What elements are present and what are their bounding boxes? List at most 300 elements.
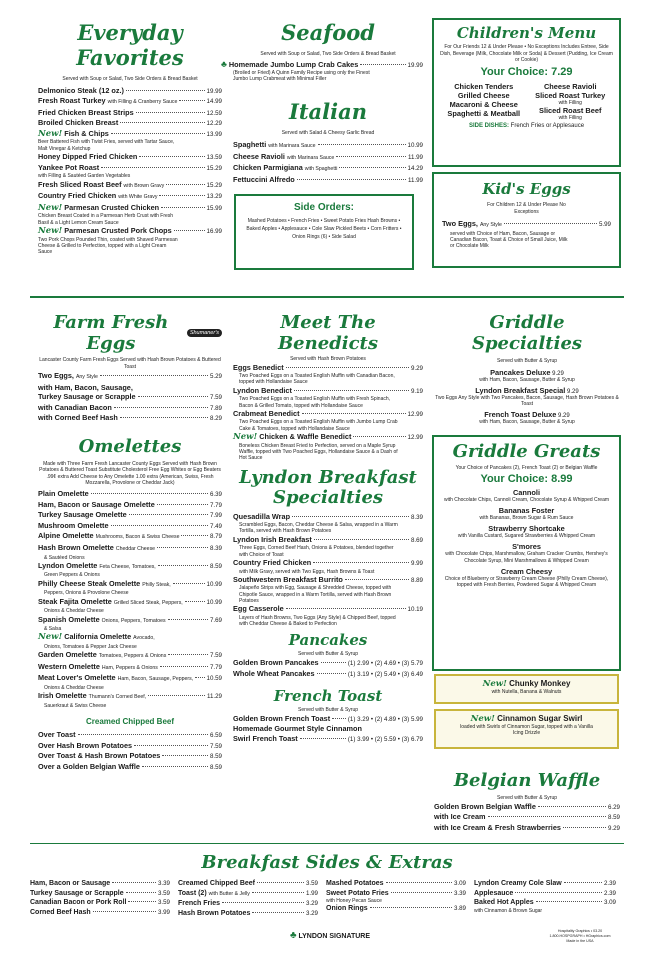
menu-item-row [38, 96, 222, 108]
belgian-title: Belgian Waffle [453, 770, 601, 791]
menu-item-name: Spanish Omelette [38, 614, 100, 624]
menu-item-desc: Onions & Cheddar Cheese [44, 608, 104, 615]
menu-item-price: 8.79 [209, 533, 222, 541]
menu-item-row [38, 751, 222, 762]
chunky-desc: with Nutella, Banana & Walnuts [491, 689, 562, 695]
menu-item-row [233, 409, 423, 420]
griddle-item-price: 9.29 [556, 413, 570, 420]
menu-item-price: 3.39 [453, 889, 466, 897]
menu-item-price: 16.99 [206, 227, 222, 235]
menu-item-price: 10.99 [206, 580, 222, 588]
menu-item [233, 363, 423, 386]
lyndon-title-2: Specialties [272, 486, 384, 508]
leader-dots [313, 562, 409, 563]
side-dishes-text: French Fries or Applesauce [510, 123, 585, 130]
menu-item-name: Chicken & Waffle Benedict [259, 432, 352, 442]
menu-item-row [233, 175, 423, 186]
leader-dots [162, 755, 208, 756]
menu-item [38, 632, 222, 650]
griddle-item-name: Lyndon Breakfast Special [475, 385, 566, 395]
menu-item-row [233, 432, 423, 443]
menu-item [38, 163, 222, 180]
leader-dots [321, 662, 346, 663]
menu-item [326, 879, 466, 889]
kids-eggs-title: Kid's Eggs [482, 180, 571, 198]
menu-item-name: Over a Golden Belgian Waffle [38, 762, 140, 772]
leader-dots [148, 695, 205, 696]
menu-item [38, 531, 222, 543]
greats-item [440, 524, 613, 539]
kids-menu-item: Cheese Ravioli [543, 81, 597, 91]
menu-item-name: Golden Brown Pancakes [233, 657, 319, 667]
menu-item-price: 3.39 [157, 880, 170, 887]
menu-item-inline-desc: Onions, Peppers, Tomatoes [101, 617, 166, 624]
menu-item [38, 615, 222, 633]
menu-item-name: Broiled Chicken Breast [38, 118, 119, 128]
menu-item-price: 7.59 [209, 742, 222, 750]
menu-item-name: Lyndon Creamy Cole Slaw [474, 880, 562, 887]
menu-item-price: 6.29 [607, 803, 620, 811]
menu-item-price: 12.59 [206, 109, 222, 117]
menu-item-row [38, 691, 222, 703]
menu-item-name: Alpine Omelette [38, 531, 94, 541]
menu-item [233, 432, 423, 461]
menu-item-inline-desc: Feta Cheese, Tomatoes, [99, 563, 156, 570]
sides-title: Breakfast Sides & Extras [201, 852, 453, 873]
menu-item [30, 908, 170, 918]
childrens-choice: Your Choice: 7.29 [480, 65, 573, 78]
menu-item-desc: Two Poached Eggs on a Toasted English Muffin with Canadian Bacon, topped with Hollandaise Sauce [239, 373, 395, 386]
griddle-item-title [434, 386, 620, 395]
crab-cakes-name: Homemade Jumbo Lump Crab Cakes [228, 59, 359, 69]
menu-item-row [233, 386, 423, 397]
menu-item [30, 879, 170, 889]
menu-item [38, 129, 222, 152]
shumaners-badge: Shumaner's [187, 329, 222, 337]
menu-item-row [30, 889, 170, 899]
menu-item-row [38, 561, 222, 573]
lyndon-list [233, 512, 423, 628]
menu-item-price: 3.59 [157, 899, 170, 907]
griddle-item-title [434, 410, 620, 419]
pancakes-note: Served with Butter & Syrup [297, 651, 359, 658]
menu-item-name: Delmonico Steak (12 oz.) [38, 85, 124, 95]
griddle-item-title [434, 368, 620, 377]
leader-dots [139, 156, 204, 157]
italian-title: Italian [289, 98, 367, 124]
menu-item-inline-desc: with Marinara Sauce [268, 143, 316, 150]
leader-dots [339, 167, 405, 168]
farm-eggs-title: Farm Fresh Eggs [53, 312, 169, 354]
menu-item-row [233, 669, 423, 680]
leader-dots [173, 583, 205, 584]
menu-item-name: Swirl French Toast [233, 733, 298, 743]
menu-item-row [38, 650, 222, 662]
menu-item-inline-desc: with Brown Gravy [123, 182, 165, 189]
menu-item-row [38, 413, 222, 424]
menu-item-price: 10.99 [206, 598, 222, 606]
menu-item [38, 383, 222, 393]
french-toast-list [233, 714, 423, 745]
chunky-name: Chunky Monkey [509, 679, 571, 688]
menu-item-name: Mashed Potatoes [326, 880, 384, 887]
griddle-greats-title: Griddle Greats [452, 441, 601, 462]
menu-item [38, 691, 222, 709]
menu-item-name: Ham, Bacon or Sausage [30, 880, 111, 887]
menu-item-name: Fresh Sliced Roast Beef [38, 179, 122, 189]
menu-item-desc: Peppers, Onions & Provolone Cheese [44, 590, 129, 597]
menu-item-price: 2.39 [603, 880, 616, 887]
greats-item-name: S'mores [512, 542, 541, 552]
seafood-section [221, 20, 423, 186]
menu-item-price: 7.89 [209, 404, 222, 412]
menu-item-price: 7.99 [209, 512, 222, 520]
menu-item-name: Golden Brown French Toast [233, 713, 331, 723]
menu-item [38, 579, 222, 597]
greats-item-desc: with Chocolate Chips, Marshmallow, Graham Cracker Crumbs, Hershey's Chocolate Syrup, Mini Marshmallows & Whipped Cream [445, 551, 608, 564]
side-dishes-label: SIDE DISHES: [468, 123, 509, 130]
menu-item-price: 9.29 [607, 824, 620, 832]
menu-item [434, 802, 620, 813]
menu-item-inline-desc: with Spaghetti [304, 166, 338, 173]
menu-item-price: 7.59 [209, 394, 222, 402]
menu-item [178, 899, 318, 909]
printer-line-2: 1.800.HOSPGRAPH • HGraphics.com [549, 934, 611, 938]
menu-item-name: Corned Beef Hash [30, 908, 91, 916]
two-eggs-style: Any Style [75, 374, 98, 380]
menu-item [434, 823, 620, 834]
menu-item-row [38, 762, 222, 773]
menu-item-row [38, 489, 222, 500]
cinnamon-name: Cinnamon Sugar Swirl [497, 714, 583, 723]
menu-item-name: Hash Brown Potatoes [178, 909, 251, 917]
leader-dots [138, 396, 208, 397]
griddle-item-desc: with Ham, Bacon, Sausage, Butter & Syrup [479, 376, 575, 383]
menu-item-row [38, 500, 222, 511]
leader-dots [564, 882, 602, 883]
menu-item-desc: Layers of Hash Browns, Two Eggs (Any Style) & Chipped Beef, topped with Cheddar Cheese & Baked to Perfection [239, 614, 396, 628]
cinnamon-swirl-box [434, 709, 619, 749]
menu-item-price: 8.59 [209, 562, 222, 570]
french-toast-note: Served with Butter & Syrup [297, 707, 359, 714]
griddle-greats-list [434, 488, 619, 589]
leader-dots [257, 882, 304, 883]
menu-item-price: 8.59 [607, 814, 620, 822]
menu-item [38, 597, 222, 615]
griddle-item-price: 9.29 [565, 388, 579, 395]
menu-item-inline-desc: with Marinara Sauce [286, 154, 335, 161]
leader-dots [93, 911, 156, 912]
griddle-title: Griddle Specialties [471, 312, 583, 354]
menu-item [38, 152, 222, 163]
menu-item-name: Lyndon Benedict [233, 385, 292, 395]
kids-eggs-name: Two Eggs, [442, 219, 478, 228]
menu-item-name: with Ham, Bacon, Sausage, [38, 382, 133, 392]
griddle-item-desc: Two Eggs Any Style with Two Pancakes, Bacon, Sausage, Hash Brown Potatoes & Toast [435, 394, 619, 408]
menu-item-price: 3.29 [305, 900, 318, 908]
menu-item [178, 889, 318, 900]
leader-dots [185, 601, 205, 602]
side-dishes-line [434, 123, 619, 129]
menu-item [38, 96, 222, 108]
leader-dots [252, 892, 304, 893]
benedicts-title: Meet The Benedicts [277, 312, 379, 354]
menu-item [38, 762, 222, 773]
leader-dots [286, 367, 409, 368]
menu-item [38, 741, 222, 752]
menu-item-row [233, 604, 423, 615]
crab-cakes-row [221, 58, 423, 71]
menu-item-name: Crabmeat Benedict [233, 408, 300, 418]
childrens-note: For Our Friends 12 & Under Please • No Exceptions Includes Entree, Side Dish, Beverage (Milk, Chocolate Milk or Soda) & Dessert (Pudding, Ice Cream or Cookie) [440, 44, 613, 63]
menu-item-name: Whole Wheat Pancakes [233, 668, 315, 678]
greats-item [440, 488, 613, 503]
menu-item-name: California Omelette [64, 632, 132, 642]
leader-dots [160, 666, 208, 667]
menu-item-row [233, 558, 423, 569]
greats-item-name: Cream Cheesy [500, 566, 553, 576]
menu-item-row [178, 889, 318, 900]
menu-item-price: 8.89 [410, 576, 423, 584]
menu-item-name: Meat Lover's Omelette [38, 673, 116, 683]
menu-item [233, 175, 423, 186]
menu-item-name: Homemade Gourmet Style Cinnamon [233, 724, 362, 734]
griddle-note: Served with Butter & Syrup [496, 358, 558, 364]
menu-item-row [38, 730, 222, 741]
menu-item [30, 898, 170, 908]
menu-item-name: Parmesan Crusted Pork Chops [64, 225, 172, 235]
greats-item [440, 542, 613, 564]
menu-item-row [233, 163, 423, 175]
sides-section [30, 852, 624, 918]
menu-item-name: Cheese Ravioli [233, 151, 285, 161]
omelettes-title: Omelettes [78, 435, 182, 457]
menu-item-row [38, 191, 222, 203]
menu-item-name: Mushroom Omelette [38, 520, 109, 530]
menu-item-name: French Fries [178, 900, 221, 908]
leader-dots [159, 195, 204, 196]
menu-item [233, 714, 423, 725]
leader-dots [166, 184, 204, 185]
menu-item-row [434, 812, 620, 823]
childrens-menu-box [432, 18, 621, 167]
menu-item-row [38, 597, 222, 609]
menu-item-row [178, 909, 318, 919]
menu-item-name: Yankee Pot Roast [38, 162, 100, 172]
menu-item [474, 898, 616, 914]
chipped-list [38, 730, 222, 772]
griddle-item-desc: with Ham, Bacon, Sausage, Butter & Syrup [479, 419, 575, 426]
seafood-title: Seafood [281, 20, 375, 45]
menu-item-name: Over Toast & Hash Brown Potatoes [38, 751, 161, 761]
menu-item [233, 535, 423, 558]
menu-item-price: 3.29 [305, 909, 318, 917]
sides-col-4 [474, 879, 616, 918]
everyday-title: Everyday Favorites [76, 20, 184, 70]
griddle-item [434, 386, 620, 408]
menu-item-price: 14.29 [407, 165, 423, 173]
leader-dots [391, 892, 452, 893]
menu-item-price: 15.99 [206, 204, 222, 212]
menu-item [326, 904, 466, 914]
menu-item [38, 180, 222, 192]
menu-item [38, 561, 222, 579]
leader-dots [136, 112, 205, 113]
menu-item [233, 658, 423, 669]
menu-item [233, 669, 423, 680]
signature-clover-icon: ♣ [289, 930, 297, 941]
belgian-section [434, 770, 620, 833]
signature-label: LYNDON SIGNATURE [298, 933, 371, 940]
menu-item [178, 879, 318, 889]
menu-item-name: Fried Chicken Breast Strips [38, 107, 134, 117]
menu-item-row [38, 543, 222, 555]
leader-dots [386, 882, 452, 883]
divider-bottom [30, 843, 624, 844]
menu-item-row [38, 203, 222, 214]
crab-cakes-price: 19.99 [407, 61, 423, 69]
leader-dots [370, 907, 452, 908]
greats-item-name: Cannoli [512, 487, 541, 497]
greats-item-name: Strawberry Shortcake [488, 524, 565, 534]
menu-item [178, 909, 318, 919]
menu-item-name: Hash Brown Omelette [38, 542, 114, 552]
menu-item-price: 3.89 [453, 905, 466, 913]
menu-item [38, 86, 222, 97]
menu-item-price: 15.29 [206, 164, 222, 172]
griddle-item-price: 9.29 [550, 370, 564, 377]
menu-item-row [233, 152, 423, 164]
leader-dots [126, 90, 205, 91]
menu-item-row [30, 908, 170, 918]
everyday-list [38, 86, 222, 256]
menu-item [38, 673, 222, 691]
leader-dots [222, 902, 304, 903]
menu-item-row [38, 383, 222, 393]
menu-item-name: Golden Brown Belgian Waffle [434, 801, 536, 811]
menu-item [38, 191, 222, 203]
menu-item-name: Baked Hot Apples [474, 899, 534, 907]
menu-item-price: 8.59 [209, 764, 222, 772]
printer-credit [535, 929, 625, 944]
menu-item [38, 751, 222, 762]
kids-menu-item: Spaghetti & Meatball [447, 108, 521, 118]
menu-item-price: 10.59 [206, 675, 222, 683]
leader-dots [179, 100, 204, 101]
childrens-right-col [527, 82, 613, 122]
menu-item-name: Spaghetti [233, 140, 267, 150]
italian-list [233, 140, 423, 185]
menu-item-name: Honey Dipped Fried Chicken [38, 152, 138, 162]
menu-item [38, 510, 222, 521]
printer-line-1: Hospitality Graphics • 03.20 [557, 929, 603, 933]
menu-item-name: Turkey Sausage or Scrapple [38, 392, 136, 402]
menu-item-name: Philly Cheese Steak Omelette [38, 578, 141, 588]
greats-item-desc: with Vanilla Custard, Sugared Strawberries & Whipped Cream [457, 533, 596, 540]
menu-item-name: Turkey Sausage Omelette [38, 510, 127, 520]
leader-dots [168, 619, 208, 620]
leader-dots [91, 493, 208, 494]
menu-item-row [38, 392, 222, 403]
menu-item-price: 11.99 [407, 153, 423, 161]
griddle-list [434, 368, 620, 426]
menu-item-row [38, 86, 222, 97]
menu-item-name: Country Fried Chicken [233, 557, 312, 567]
farm-eggs-header [38, 312, 222, 354]
menu-item-desc: Onions, Tomatoes & Pepper Jack Cheese [44, 643, 137, 650]
menu-item-name: Steak Fajita Omelette [38, 596, 112, 606]
menu-item-row [38, 531, 222, 543]
griddle-greats-note: Your Choice of Pancakes (2), French Toast (2) or Belgian Waffle [455, 465, 598, 471]
new-badge: New! [38, 225, 63, 236]
menu-item-price: 3.99 [157, 908, 170, 916]
menu-item-name: Fettuccini Alfredo [233, 174, 295, 184]
leader-dots [129, 514, 208, 515]
menu-item [233, 512, 423, 535]
menu-item [233, 409, 423, 432]
menu-item-price: 10.19 [407, 606, 423, 614]
italian-note: Served with Salad & Cheesy Garlic Bread [281, 129, 375, 136]
cinnamon-desc: loaded with Swirls of Cinnamon Sugar, topped with a Vanilla Icing Drizzle [460, 724, 593, 737]
menu-item [326, 889, 466, 905]
menu-item-price: 3.09 [603, 899, 616, 907]
menu-item-price: 12.99 [407, 434, 423, 442]
leader-dots [101, 167, 204, 168]
kids-menu-item: Chicken Tenders [454, 81, 514, 91]
new-badge: New! [233, 432, 258, 443]
leader-dots [538, 806, 606, 807]
menu-item [38, 500, 222, 511]
menu-item-name: Applesauce [474, 889, 514, 897]
menu-item-inline-desc: Thumann's Corned Beef, [88, 694, 147, 701]
menu-item-name: Turkey Sausage or Scrapple [30, 889, 124, 897]
printer-line-3: Made in the USA [566, 939, 594, 943]
menu-item-desc: Chicken Breast Coated in a Parmesan Herb Crust with Fresh Basil & a Light Lemon Cream Sauce [38, 213, 174, 226]
childrens-title: Children's Menu [456, 24, 597, 42]
menu-item-price: 8.69 [410, 536, 423, 544]
menu-item-row [233, 714, 423, 725]
leader-dots [142, 766, 208, 767]
menu-item-row [233, 512, 423, 523]
leader-dots [111, 133, 205, 134]
menu-item [233, 140, 423, 152]
menu-item-row [38, 129, 222, 140]
menu-item-name: Quesadilla Wrap [233, 511, 291, 521]
menu-item-price: 7.79 [209, 663, 222, 671]
childrens-left-col [440, 82, 527, 122]
menu-item [38, 403, 222, 414]
divider-top [30, 296, 624, 298]
seafood-note: Served with Soup or Salad, Two Side Orders & Bread Basket [260, 51, 396, 57]
menu-item-desc: Jalapeño Strips with Egg, Sausage & Shredded Cheese, topped with Chipotle Sauce, wrapped in a Warm Tortilla, served with Hash Brown Potatoes [239, 585, 392, 604]
leader-dots [78, 734, 208, 735]
menu-item-row [38, 510, 222, 521]
menu-item [38, 489, 222, 500]
menu-item-row [233, 724, 423, 734]
childrens-items [434, 82, 619, 122]
benedicts-section [233, 312, 423, 744]
menu-item-row [38, 662, 222, 674]
menu-item-name: Over Toast [38, 730, 76, 740]
menu-item [474, 879, 616, 889]
griddle-greats-choice: Your Choice: 8.99 [480, 472, 573, 485]
leader-dots [345, 579, 409, 580]
belgian-note: Served with Butter & Syrup [496, 795, 558, 801]
menu-item [233, 152, 423, 164]
menu-item-name: Lyndon Irish Breakfast [233, 534, 312, 544]
leader-dots [157, 547, 208, 548]
greats-item-desc: with Chocolate Chips, Cannoli Cream, Chocolate Syrup & Whipped Cream [443, 496, 610, 503]
